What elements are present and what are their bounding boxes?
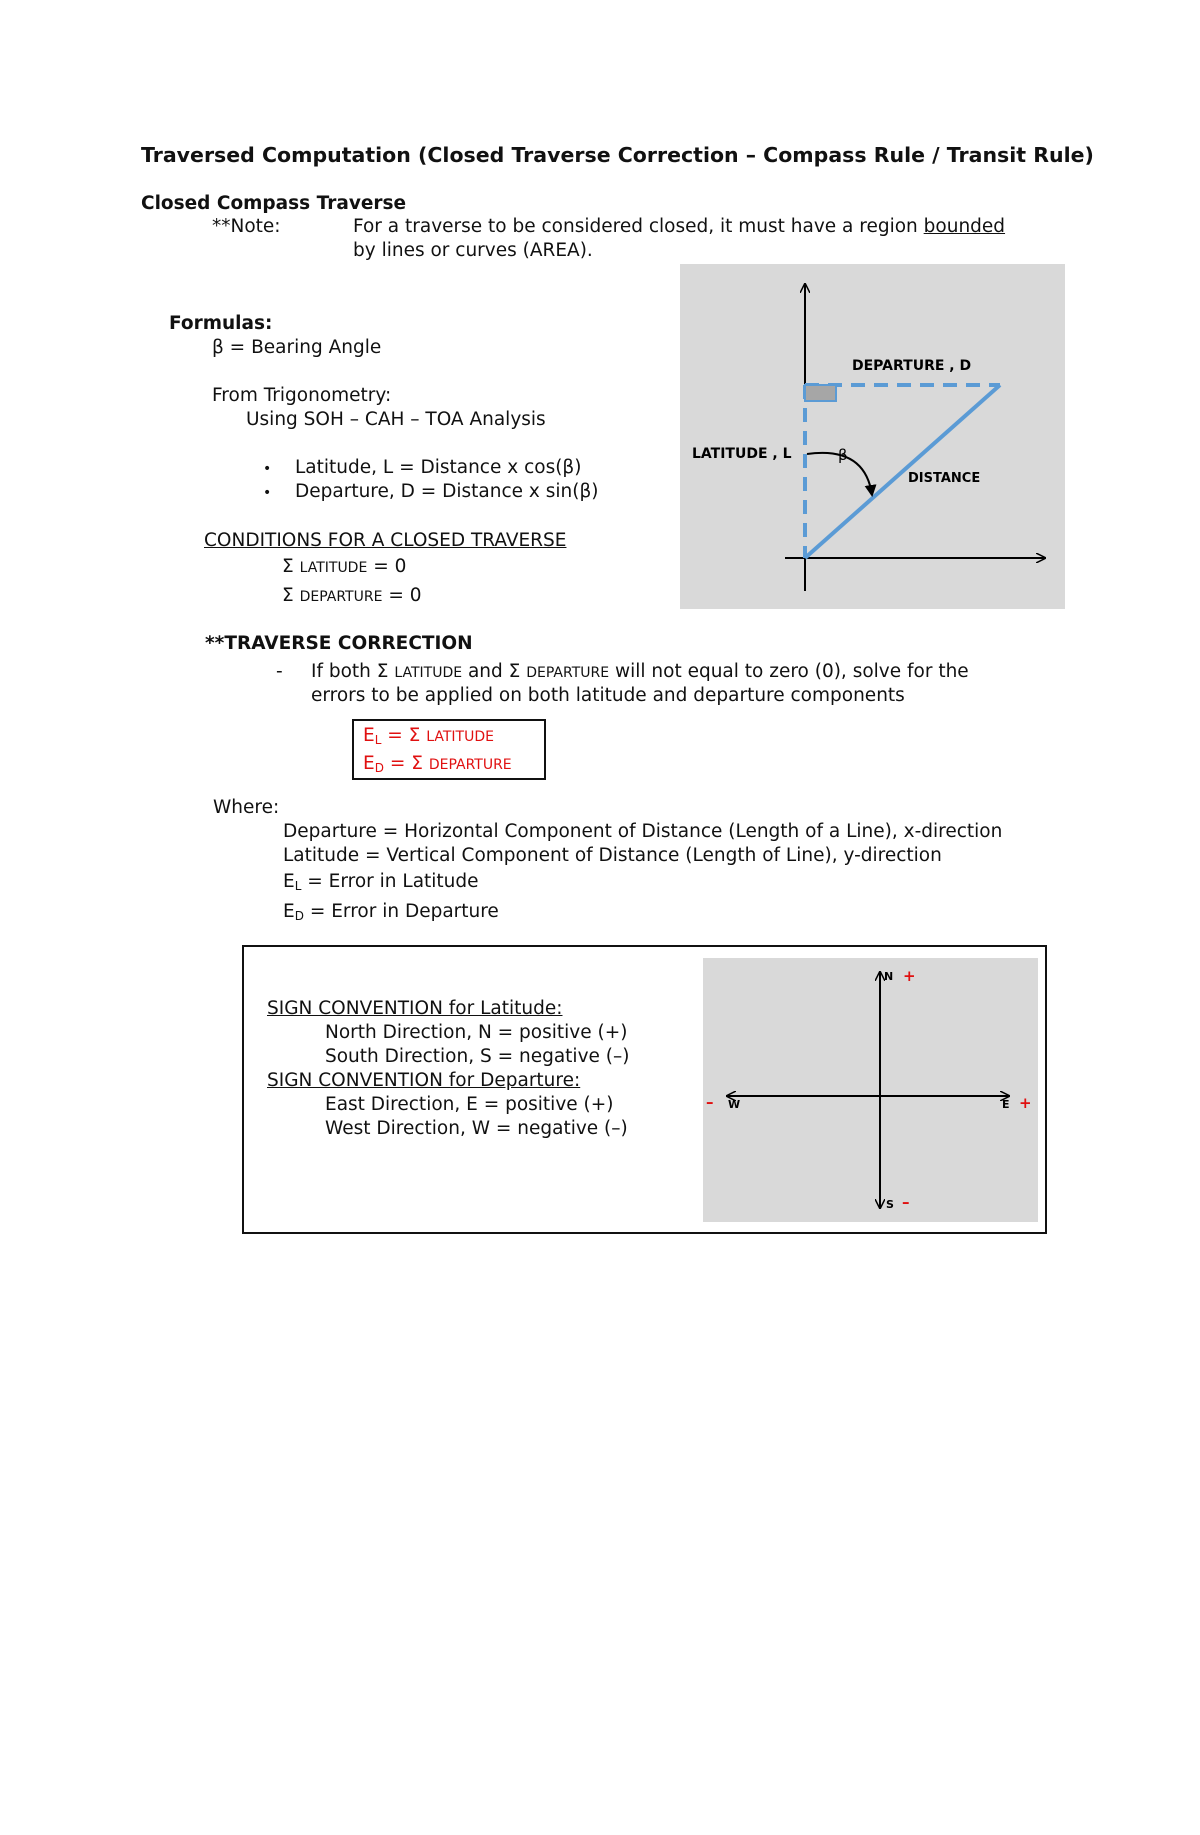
correction-line-1 [311,661,969,683]
conditions-heading: CONDITIONS FOR A CLOSED TRAVERSE [204,530,567,551]
d-subscript: D [294,909,304,923]
departure-label: DEPARTURE [428,757,512,773]
e-symbol: E [363,753,375,774]
west-sign: West Direction, W = negative (–) [325,1118,628,1139]
page-title: Traversed Computation (Closed Traverse Correction – Compass Rule / Transit Rule) [141,143,1094,167]
equals-sigma: = Σ [387,725,421,746]
departure-label: DEPARTURE , D [852,358,972,374]
e-symbol: E [363,725,375,746]
latitude-label: LATITUDE [426,729,494,745]
latitude-label: LATITUDE [299,560,368,576]
beta-definition: β = Bearing Angle [212,337,382,358]
line1-rest: will not equal to zero (0), solve for the [614,661,969,682]
bullet-icon: • [263,461,272,477]
departure-definition: Departure = Horizontal Component of Distance (Length of a Line), x-direction [283,821,1003,842]
note-line-2: by lines or curves (AREA). [353,240,593,261]
el-definition [283,871,479,893]
dash-marker: - [276,661,283,682]
d-subscript: D [374,761,384,775]
formulas-heading: Formulas: [169,313,273,334]
note-text: For a traverse to be considered closed, it must have a region [353,216,924,237]
departure-label: DEPARTURE [526,665,610,681]
equals-zero: = 0 [373,556,407,577]
e-symbol: E [283,871,295,892]
compass-direction-diagram [703,958,1038,1222]
east-label: E [1002,1098,1010,1111]
north-label: N [884,970,894,983]
east-sign: East Direction, E = positive (+) [325,1094,614,1115]
heading-text: TRAVERSE CORRECTION [224,633,473,654]
note-label: **Note: [212,216,281,237]
south-minus: – [902,1193,910,1211]
right-angle-marker [805,385,836,401]
latitude-label: LATITUDE , L [692,446,792,462]
l-subscript: L [294,879,302,893]
latitude-formula: Latitude, L = Distance x cos(β) [295,457,582,478]
and-sigma-text: and Σ [467,661,521,682]
trig-method: Using SOH – CAH – TOA Analysis [246,409,546,430]
beta-label: β [838,446,848,464]
equals-zero: = 0 [388,585,422,606]
latitude-label: LATITUDE [394,665,463,681]
note-underlined-word: bounded [923,216,1006,237]
north-plus: + [903,967,916,985]
south-label: S [886,1198,894,1211]
latitude-departure-diagram [680,264,1065,609]
l-subscript: L [374,733,382,747]
e-symbol: E [283,901,295,922]
south-sign: South Direction, S = negative (–) [325,1046,630,1067]
section-heading: Closed Compass Traverse [141,193,407,214]
ed-formula [363,753,512,775]
correction-line-2: errors to be applied on both latitude and departure components [311,685,905,706]
condition-latitude [282,556,406,578]
departure-sign-heading: SIGN CONVENTION for Departure: [267,1070,581,1091]
bullet-icon: • [263,485,272,501]
ed-definition-text: = Error in Departure [309,901,499,922]
distance-label: DISTANCE [908,471,981,486]
west-label: W [728,1098,741,1111]
departure-formula: Departure, D = Distance x sin(β) [295,481,599,502]
north-sign: North Direction, N = positive (+) [325,1022,628,1043]
condition-departure [282,585,421,607]
latitude-definition: Latitude = Vertical Component of Distance (Length of Line), y-direction [283,845,942,866]
el-formula [363,725,494,747]
traverse-correction-heading [205,633,473,655]
west-minus: – [706,1093,714,1111]
departure-label: DEPARTURE [299,589,383,605]
trig-heading: From Trigonometry: [212,385,392,406]
heading-prefix: ** [205,633,225,654]
sigma-symbol: Σ [282,556,294,577]
latitude-sign-heading: SIGN CONVENTION for Latitude: [267,998,563,1019]
diagram-background [703,958,1038,1222]
note-line-1 [353,216,1005,238]
sigma-symbol: Σ [282,585,294,606]
where-label: Where: [213,797,280,818]
equals-sigma: = Σ [389,753,423,774]
if-both-text: If both Σ [311,661,389,682]
ed-definition [283,901,499,923]
east-plus: + [1019,1094,1032,1112]
el-definition-text: = Error in Latitude [307,871,479,892]
